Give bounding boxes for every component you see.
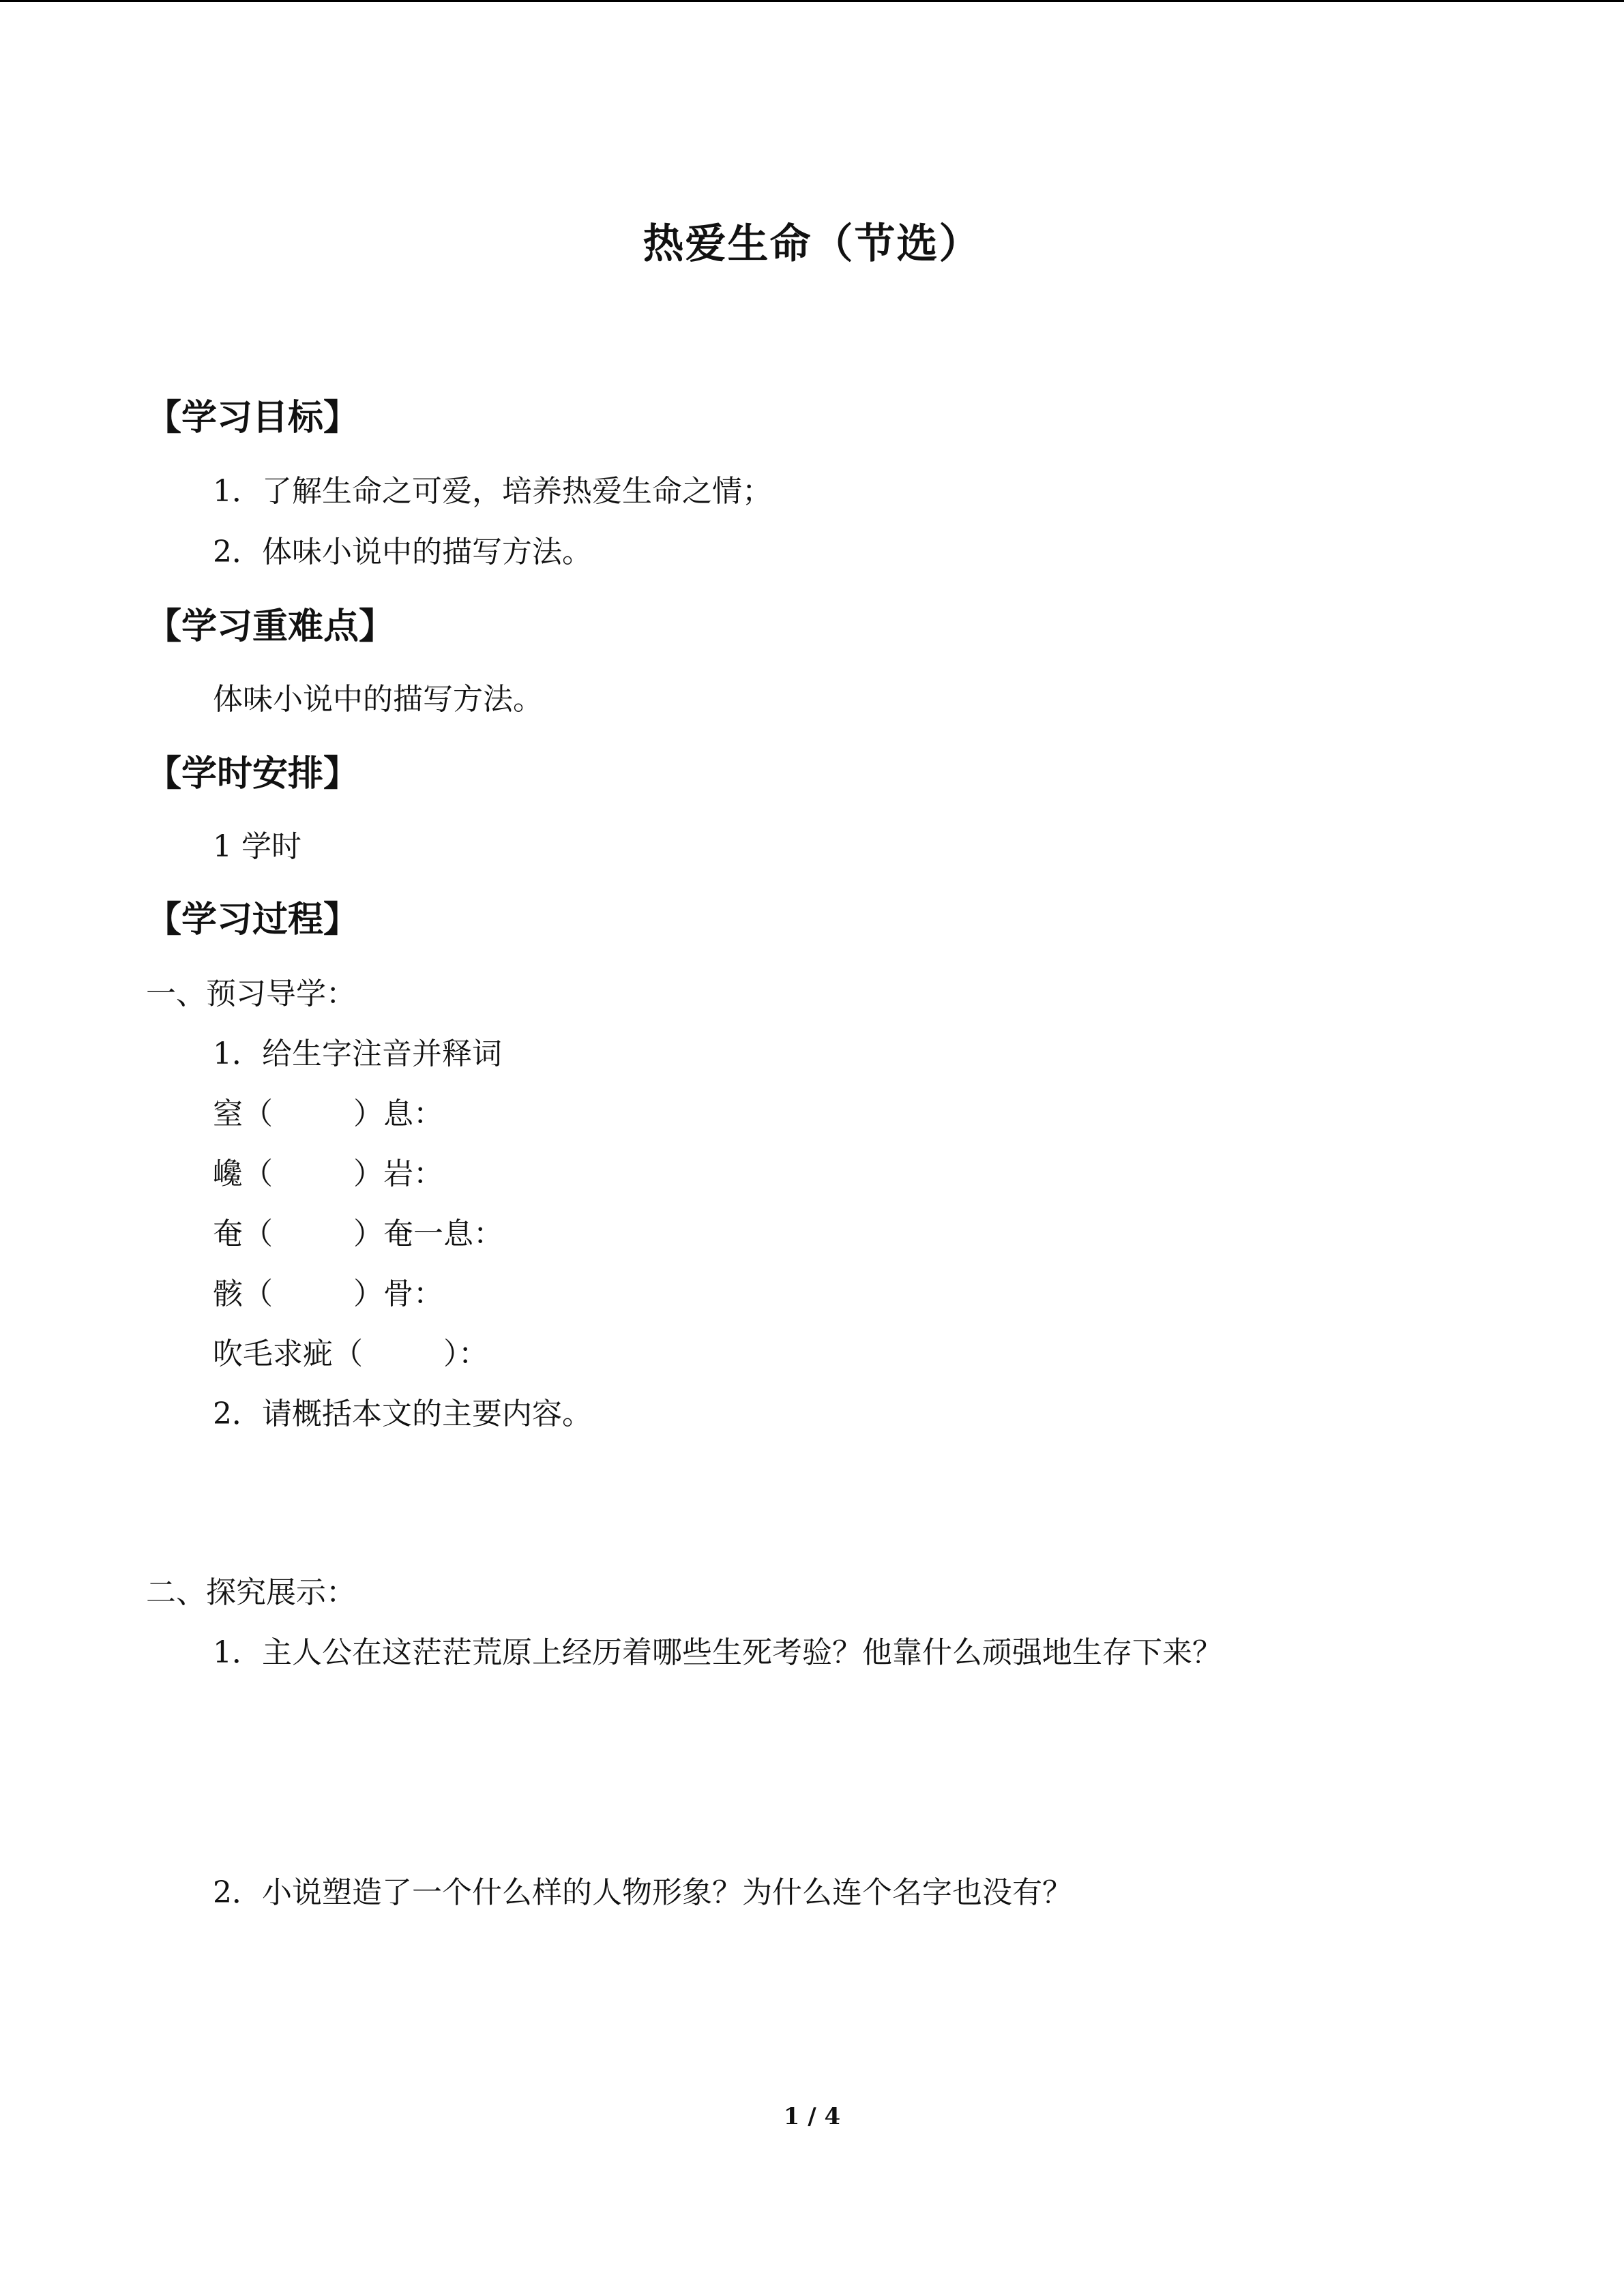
vocab-char: 吹毛求疵 bbox=[213, 1337, 333, 1371]
vocab-close-paren: ） bbox=[353, 1277, 383, 1311]
vocab-char: 巉 bbox=[213, 1157, 243, 1191]
heading-learning-goals: 【学习目标】 bbox=[146, 398, 359, 438]
preview-question-2: 2．请概括本文的主要内容。 bbox=[213, 1397, 592, 1431]
schedule-text: 1 学时 bbox=[213, 829, 301, 864]
heading-process: 【学习过程】 bbox=[146, 899, 359, 940]
vocab-open-paren: （ bbox=[243, 1277, 273, 1311]
vocab-close-paren: ） bbox=[443, 1337, 458, 1371]
explore-heading: 二、探究展示： bbox=[146, 1575, 356, 1610]
vocab-open-paren: （ bbox=[243, 1097, 273, 1131]
vocab-word: 息： bbox=[383, 1097, 443, 1131]
vocab-close-paren: ） bbox=[353, 1217, 383, 1251]
vocab-open-paren: （ bbox=[333, 1337, 363, 1371]
preview-heading: 一、预习导学： bbox=[146, 976, 356, 1011]
vocab-item bbox=[213, 1337, 488, 1373]
vocab-word: 骨： bbox=[383, 1277, 443, 1311]
vocab-item bbox=[213, 1097, 443, 1133]
page-top-border bbox=[0, 0, 1624, 2]
vocab-close-paren: ） bbox=[353, 1097, 383, 1131]
page-title: 热爱生命（节选） bbox=[643, 220, 981, 268]
vocab-word: 岩： bbox=[383, 1157, 443, 1191]
vocab-item bbox=[213, 1157, 443, 1193]
vocab-item bbox=[213, 1277, 443, 1313]
vocab-char: 窒 bbox=[213, 1097, 243, 1131]
explore-question-1: 1．主人公在这茫茫荒原上经历着哪些生死考验？他靠什么顽强地生存下来？ bbox=[213, 1635, 1222, 1670]
vocab-char: 奄 bbox=[213, 1217, 243, 1251]
vocab-open-paren: （ bbox=[243, 1217, 273, 1251]
goal-item-2: 2．体味小说中的描写方法。 bbox=[213, 535, 592, 569]
explore-question-2: 2．小说塑造了一个什么样的人物形象？为什么连个名字也没有？ bbox=[213, 1875, 1072, 1910]
vocab-close-paren: ） bbox=[353, 1157, 383, 1191]
page-number: 1 / 4 bbox=[783, 2103, 841, 2130]
key-points-text: 体味小说中的描写方法。 bbox=[213, 682, 543, 717]
vocab-word: ： bbox=[458, 1337, 488, 1371]
heading-schedule: 【学时安排】 bbox=[146, 754, 359, 794]
vocab-word: 奄一息： bbox=[383, 1217, 503, 1251]
goal-item-1: 1．了解生命之可爱，培养热爱生命之情； bbox=[213, 474, 772, 509]
vocab-open-paren: （ bbox=[243, 1157, 273, 1191]
vocab-item bbox=[213, 1217, 503, 1253]
preview-question-1: 1．给生字注音并释词 bbox=[213, 1037, 502, 1071]
heading-key-points: 【学习重难点】 bbox=[146, 606, 395, 647]
vocab-char: 骸 bbox=[213, 1277, 243, 1311]
